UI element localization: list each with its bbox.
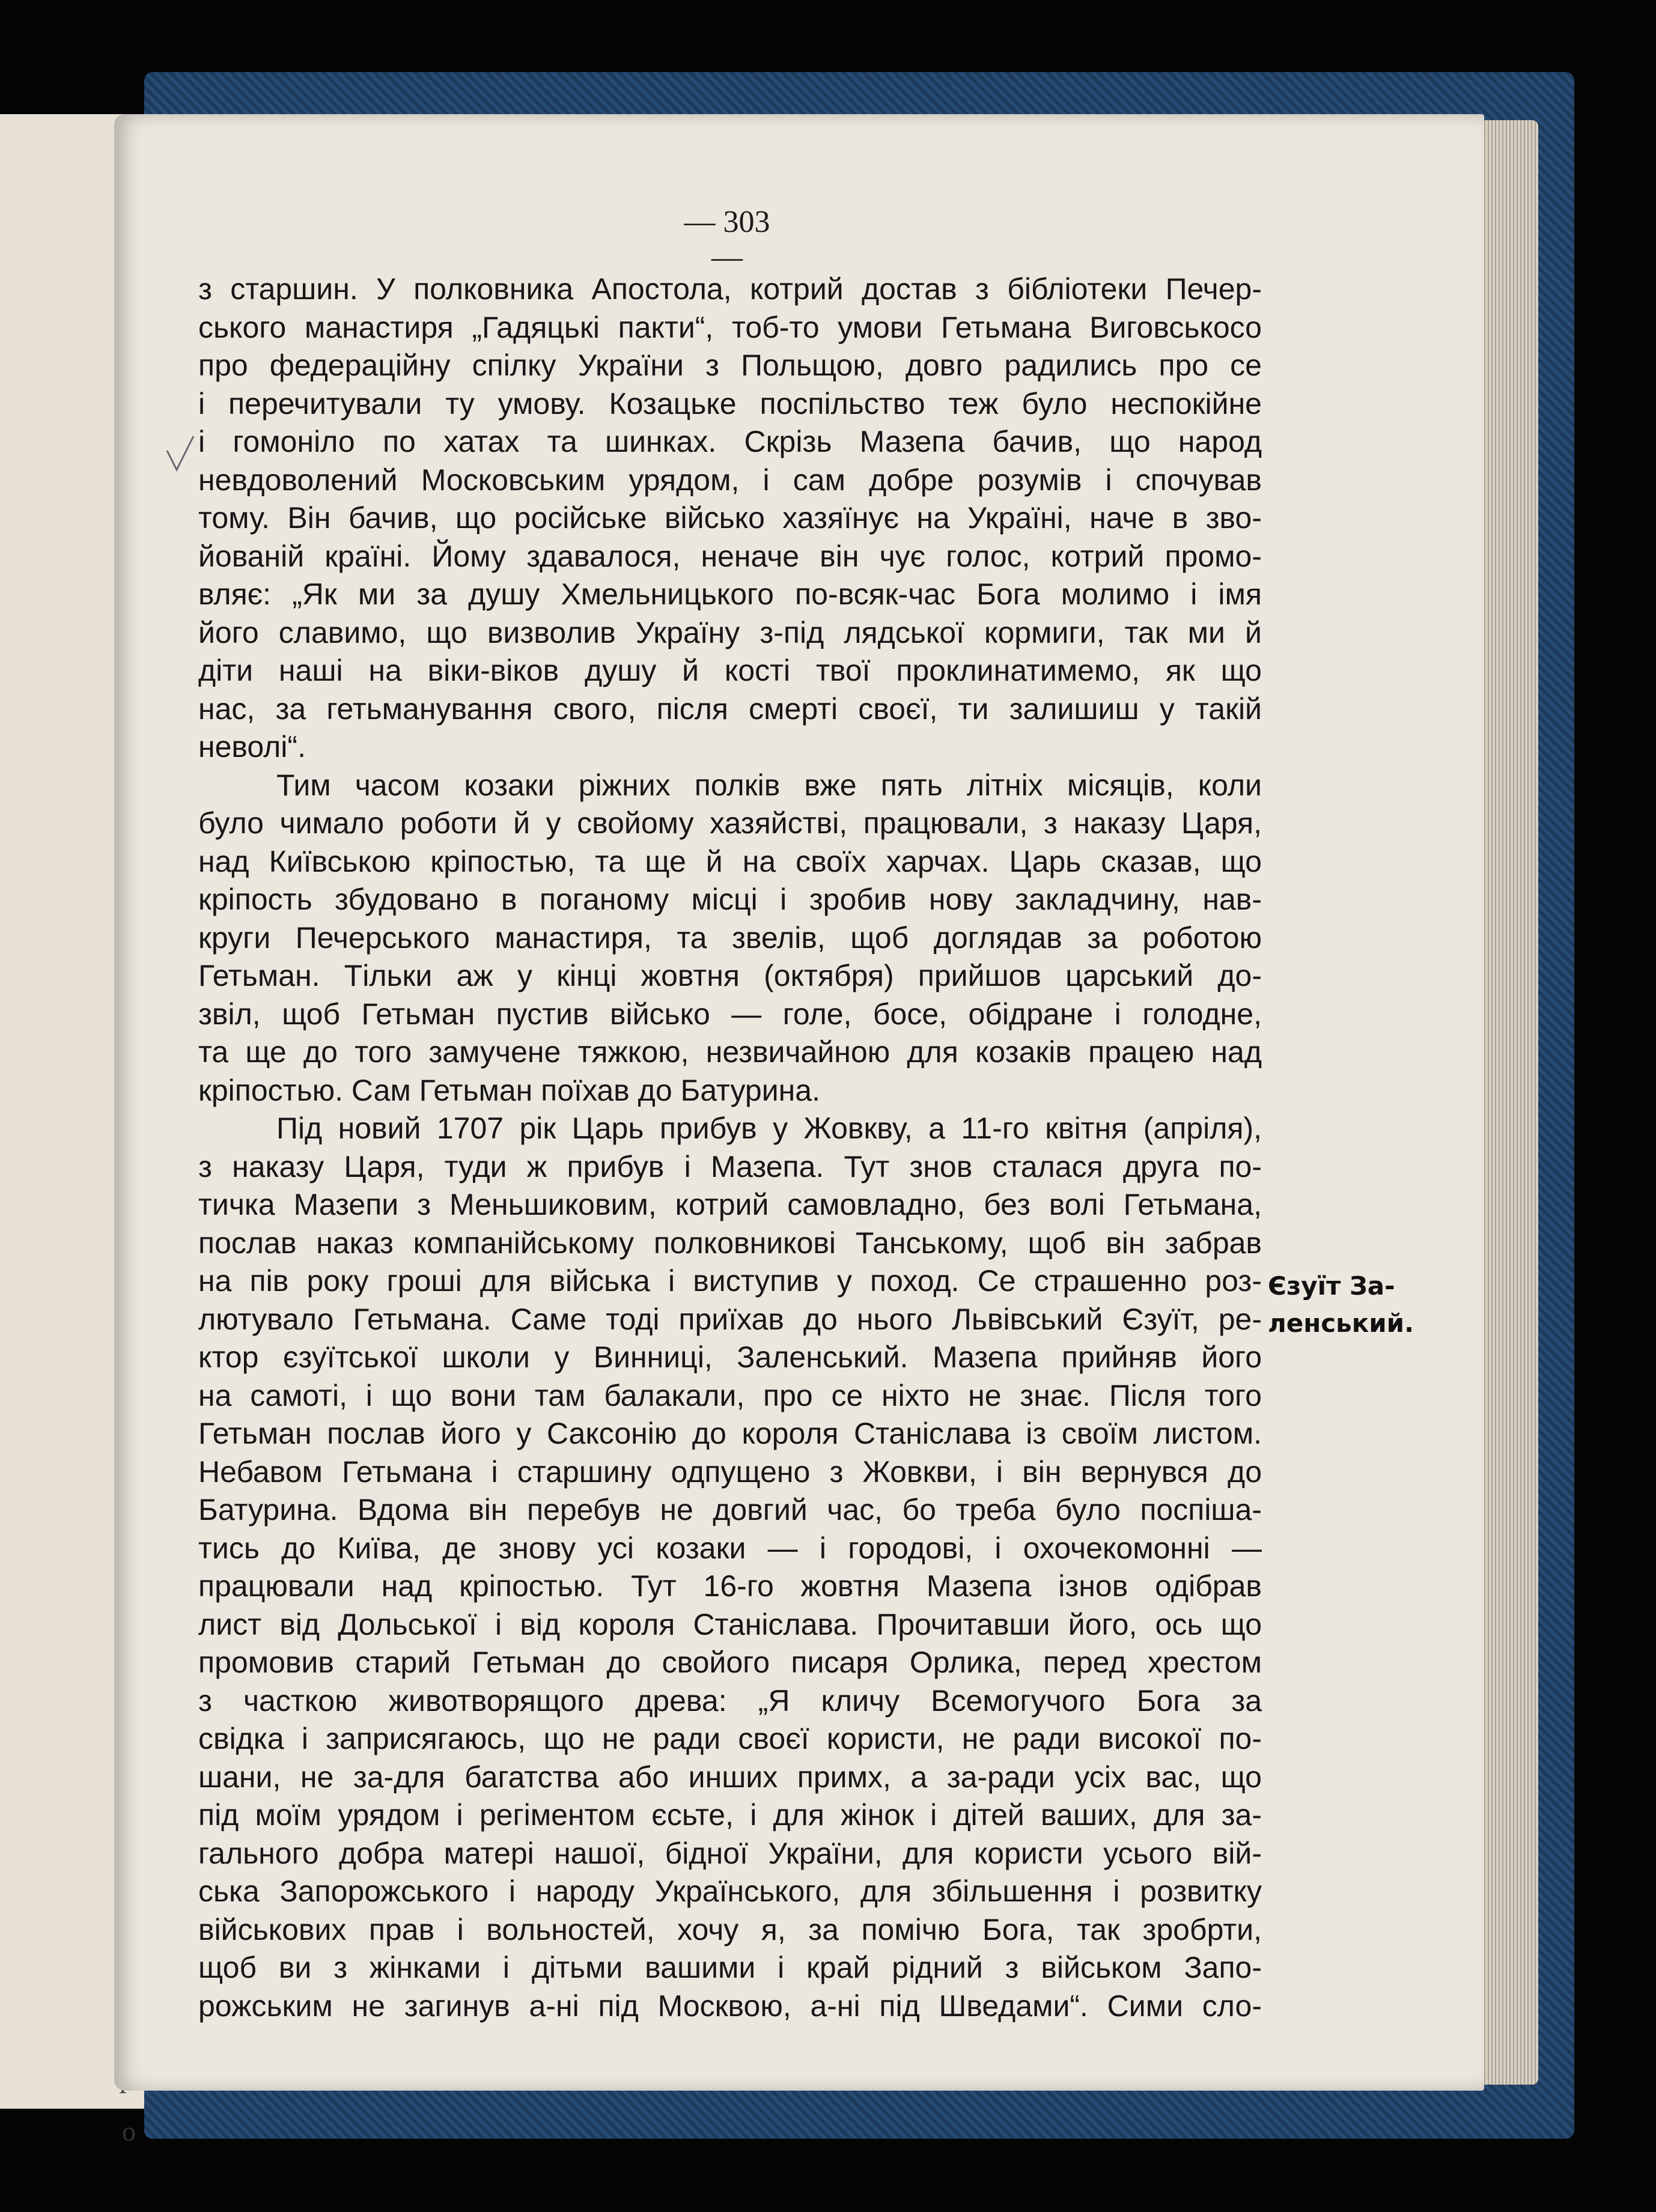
text-line: на самоті, і що вони там балакали, про се ніхто не знає. Після того (198, 1378, 1262, 1412)
text-line: діти наші на віки-віков душу й кості твої проклинатимемо, як що (198, 654, 1262, 687)
text-line: під моїм урядом і регіментом єсьте, і для жінок і дітей ваших, для за- (198, 1798, 1262, 1832)
text-line: на пів року гроші для війська і виступив у поход. Се страшенно роз- (198, 1264, 1262, 1298)
text-line: і перечитували ту умову. Козацьке поспільство теж було неспокійне (198, 386, 1262, 421)
text-line: з часткою животворящого древа: „Я кличу Всемогучого Бога за (198, 1683, 1262, 1718)
text-line: ського манастиря „Гадяцькі пакти“, тоб-то умови Гетьмана Виговськосо (198, 310, 1262, 344)
text-line: над Київською кріпостью, та ще й на своїх харчах. Царь сказав, що (198, 844, 1262, 878)
text-line: нас, за гетьманування свого, після смерті своєї, ти залишиш у такій (198, 691, 1262, 726)
text-line: тичка Мазепи з Меньшиковим, котрий самовладно, без волі Гетьмана, (198, 1188, 1262, 1221)
page-stack-edge (1478, 120, 1538, 2085)
text-line: тому. Він бачив, що російське військо хазяїнує на Україні, наче в зво- (198, 501, 1262, 535)
text-line: кріпость збудовано в поганому місці і зробив нову закладчину, нав- (198, 883, 1262, 916)
text-line: ська Запорожського і народу Українського, для збільшення і розвитку (198, 1874, 1262, 1908)
text-line: Гетьман. Тільки аж у кінці жовтня (октября) прийшов царський до- (198, 959, 1262, 992)
text-line: Небавом Гетьмана і старшину одпущено з Жовкви, і він вернувся до (198, 1454, 1262, 1489)
text-line: лютувало Гетьмана. Саме тоді приїхав до нього Львівський Єзуїт, ре- (198, 1302, 1262, 1336)
text-line: послав наказ компанійському полковникові Танському, щоб він забрав (198, 1226, 1262, 1260)
text-line: і гомоніло по хатах та шинках. Скрізь Мазепа бачив, що народ (198, 425, 1262, 458)
text-line: про федераційну спілку України з Польщою, довго радились про се (198, 348, 1262, 382)
text-line: Тим часом козаки ріжних полків вже пять літніх місяців, коли (276, 768, 1262, 802)
page-number: — 303 — (684, 205, 770, 275)
text-line: вляє: „Як ми за душу Хмельницького по-всяк-час Бога молимо і імя (198, 577, 1262, 611)
text-line: промовив старий Гетьман до свойого писаря Орлика, перед хрестом (198, 1645, 1262, 1679)
text-line: рожським не загинув а-ні під Москвою, а-ні під Шведами“. Сими сло- (198, 1989, 1262, 2023)
text-line: тись до Київа, де знову усі козаки — і городові, і охочекомонні — (198, 1531, 1262, 1565)
text-line: військових прав і вольностей, хочу я, за помічю Бога, так зробрти, (198, 1912, 1262, 1946)
text-line: ктор єзуїтської школи у Винниці, Заленський. Мазепа прийняв його (198, 1340, 1262, 1374)
text-line: було чимало роботи й у свойому хазяйстві, працювали, з наказу Царя, (198, 806, 1262, 840)
pencil-check-mark (162, 433, 198, 475)
text-line: кріпостью. Сам Гетьман поїхав до Батурина. (198, 1073, 820, 1107)
text-line: Батурина. Вдома він перебув не довгий час, бо треба було поспіша- (198, 1493, 1262, 1527)
text-line: невдоволений Московським урядом, і сам добре розумів і спочував (198, 463, 1262, 497)
text-line: його славимо, що визволив Україну з-під лядської кормиги, так ми й (198, 615, 1262, 649)
margin-note (1268, 1268, 1414, 1342)
text-line: працювали над кріпостью. Тут 16-го жовтня Мазепа ізнов одібрав (198, 1569, 1262, 1603)
text-line: гального добра матері нашої, бідної України, для користи усього вій- (198, 1836, 1262, 1870)
text-line: з старшин. У полковника Апостола, котрий достав з бібліотеки Печер- (198, 272, 1262, 306)
text-line: Під новий 1707 рік Царь прибув у Жовкву, а 11-го квітня (апріля), (276, 1111, 1262, 1145)
text-line: Гетьман послав його у Саксонію до короля Станіслава із своїм листом. (198, 1417, 1262, 1450)
text-line: йованій країні. Йому здавалося, неначе він чує голос, котрий промо- (198, 539, 1262, 573)
text-line: неволі“. (198, 730, 306, 764)
text-line: з наказу Царя, туди ж прибув і Мазепа. Тут знов сталася друга по- (198, 1149, 1262, 1183)
margin-note-line: ленський. (1268, 1308, 1414, 1338)
text-line: круги Печерського манастиря, та звелів, щоб доглядав за роботою (198, 920, 1262, 955)
prev-page-fragment: о (122, 2116, 136, 2147)
text-line: та ще до того замучене тяжкою, незвичайною для козаків працею над (198, 1035, 1262, 1069)
text-line: звіл, щоб Гетьман пустив військо — голе, босе, обідране і голодне, (198, 997, 1262, 1031)
text-line: лист від Дольської і від короля Станіслава. Прочитавши його, ось що (198, 1607, 1262, 1641)
margin-note-line: Єзуїт За- (1268, 1271, 1395, 1301)
text-line: свідка і заприсягаюсь, що не ради своєї користи, не ради високої по- (198, 1722, 1262, 1755)
text-line: шани, не за-для багатства або инших примх, а за-ради усіх вас, що (198, 1760, 1262, 1794)
body-text (198, 270, 1262, 2025)
text-line: щоб ви з жінками і дітьми вашими і край рідний з військом Запо- (198, 1951, 1262, 1984)
